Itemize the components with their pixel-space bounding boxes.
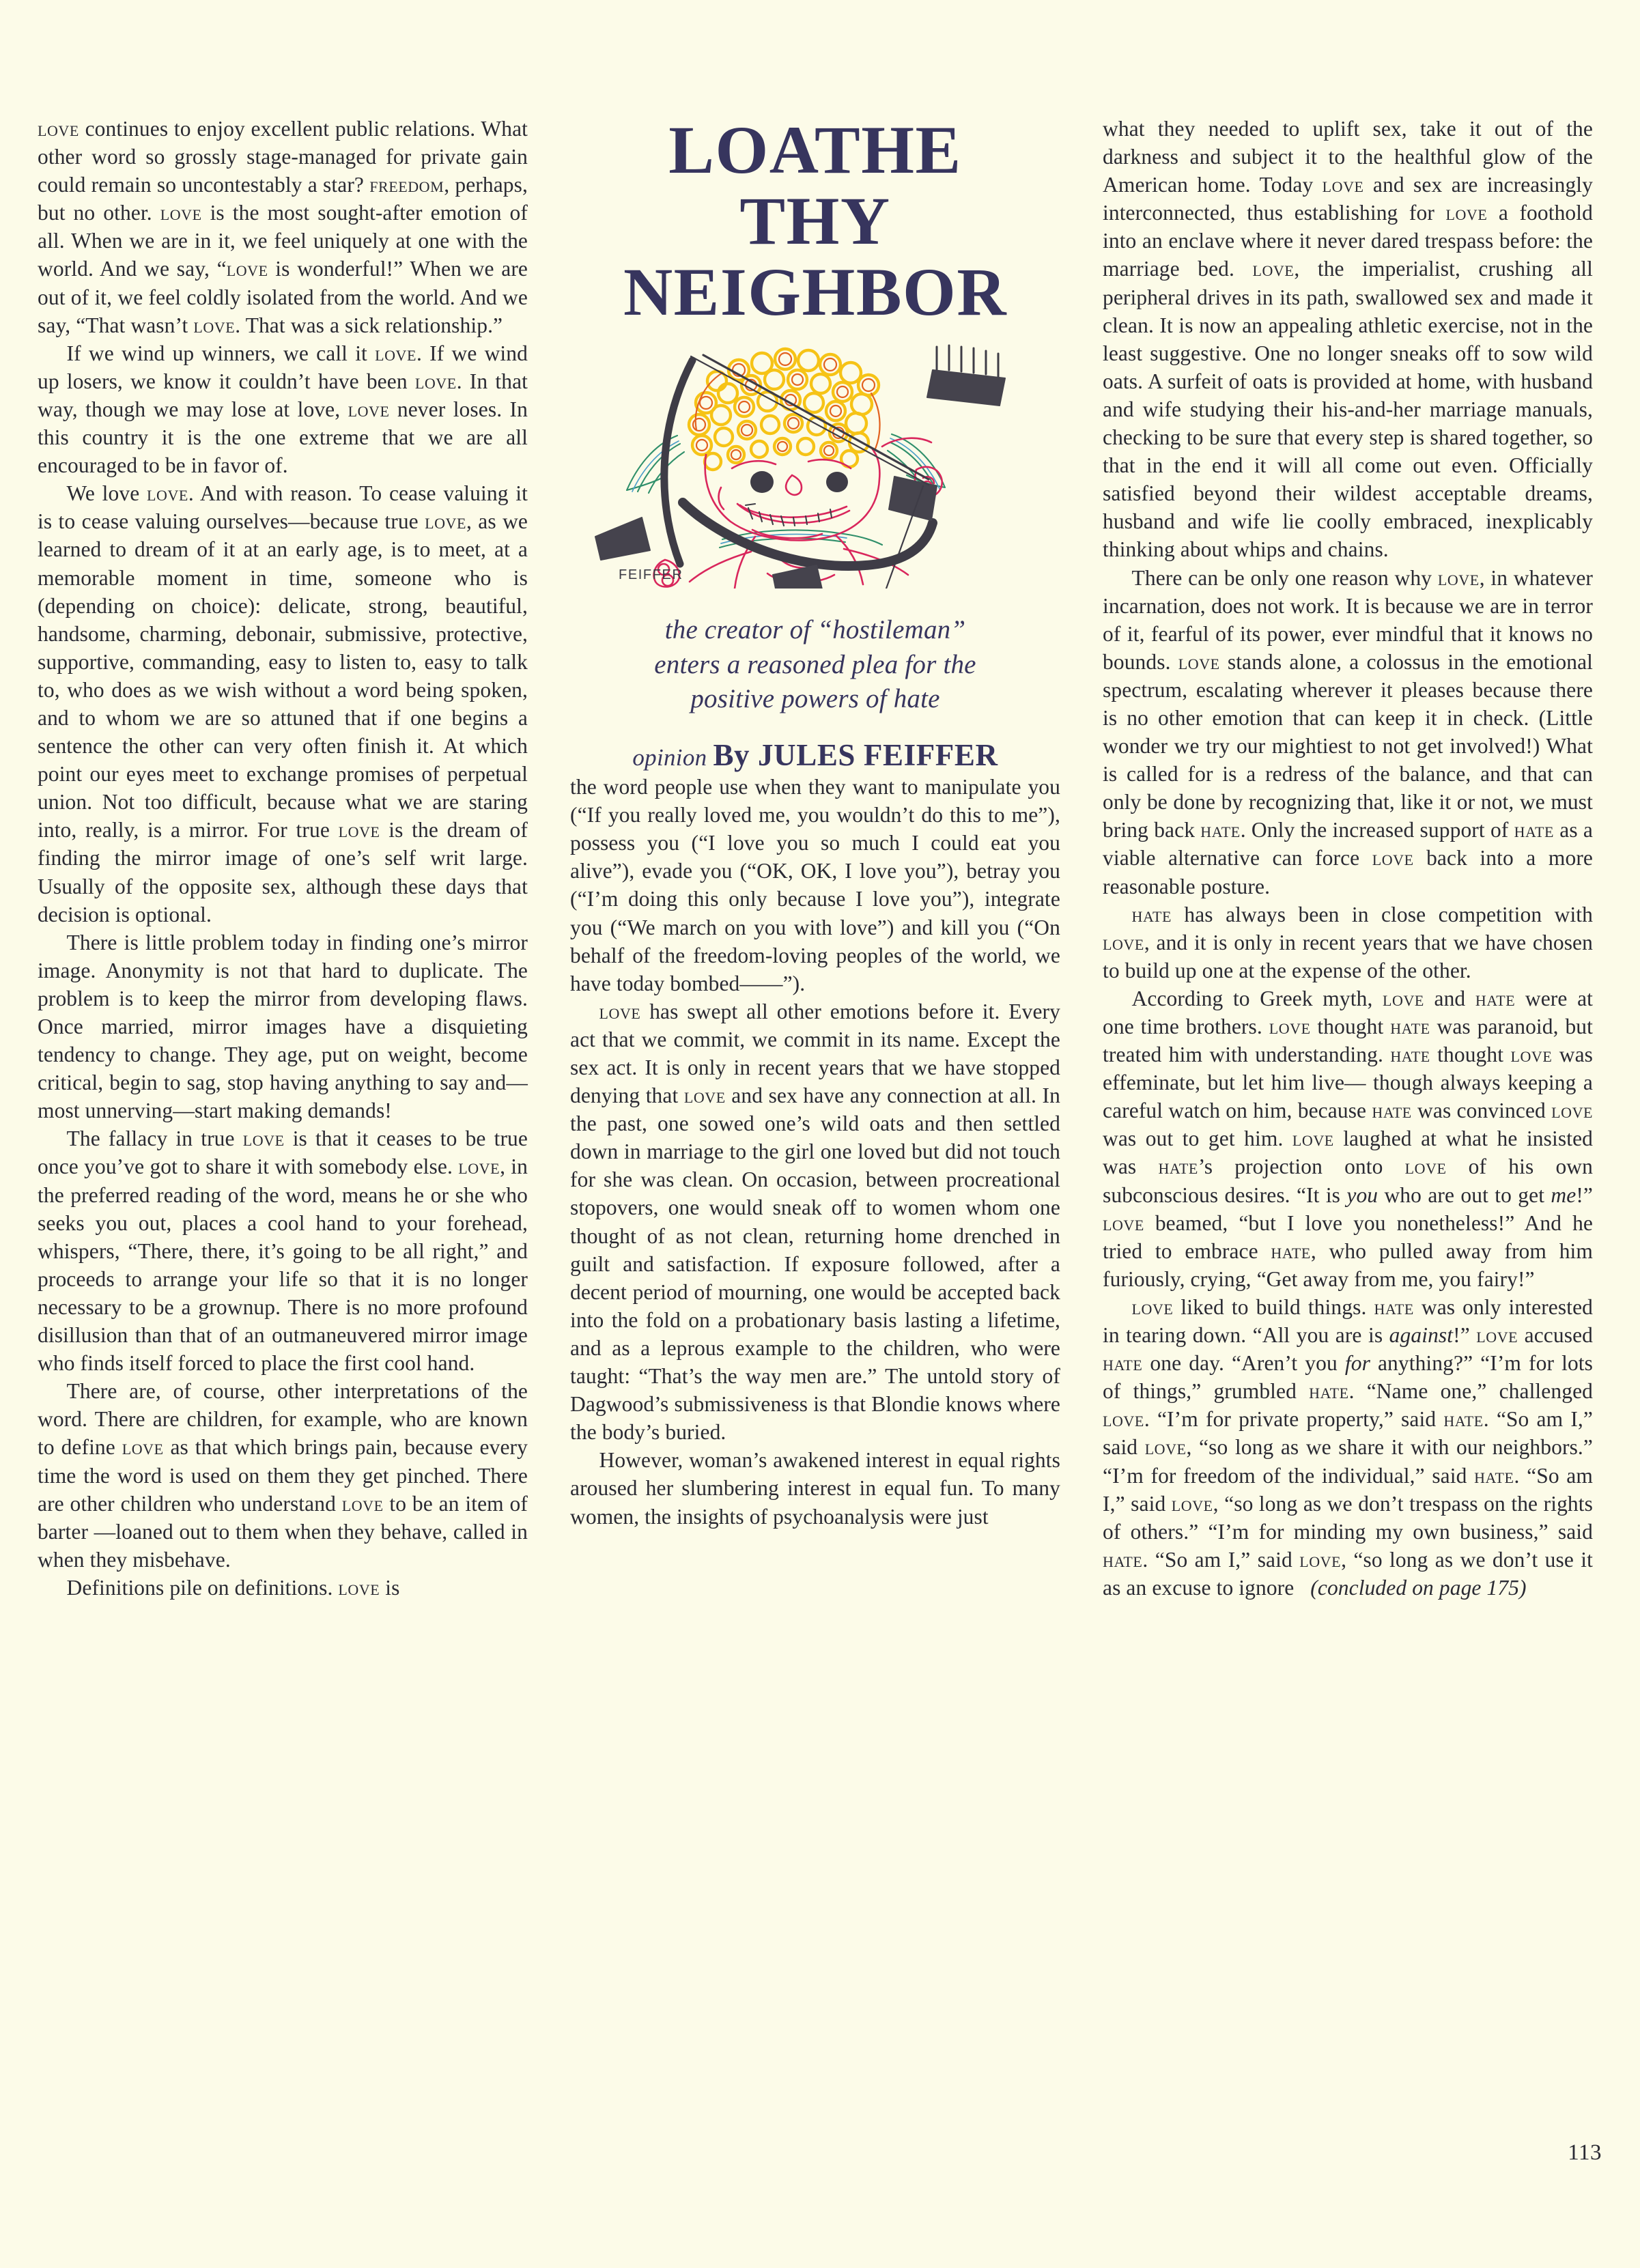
- article-columns: [38, 112, 1601, 1602]
- paragraph: If we wind up winners, we call it love. If we wind up losers, we know it couldn’t have been love. In that way, though we may lose at love, love never loses. In this country it is the one extreme that we are all encouraged to be in favor of.: [38, 341, 528, 478]
- paragraph: Definitions pile on definitions. love is: [66, 1575, 400, 1600]
- article-illustration: [576, 335, 1054, 589]
- jump-note: (concluded on page 175): [1310, 1575, 1527, 1600]
- headline-line-1: LOATHE: [668, 112, 962, 188]
- byline-kicker: opinion: [632, 744, 707, 771]
- paragraph: The fallacy in true love is that it ceases to be true once you’ve got to share it with somebody else. love, in the preferred reading of the word, means he or she who seeks you out, places a cool hand to your forehead, whispers, “There, there, it’s going to be all right,” and proceeds to arrange your life so that it is no longer necessary to be a grownup. There is no more profound disillusion than that of an outmaneuvered mirror image who finds itself forced to place the first cool hand.: [38, 1126, 528, 1376]
- byline-author: By JULES FEIFFER: [713, 738, 998, 773]
- headline-line-2: THY: [739, 183, 891, 259]
- page-title: [570, 112, 1060, 330]
- paragraph: There are, of course, other interpretations of the word. There are children, for example, who are known to define love as that which brings pain, because every time the word is used on them they get pinched. There are other children who understand love to be an item of barter —loaned out to them when they behave, called in when they misbehave.: [38, 1379, 528, 1572]
- paragraph: love has swept all other emotions before it. Every act that we commit, we commit in its name. Except the sex act. It is only in recent years that we have stopped denying that love and sex have any connection at all. In the past, one sowed one’s wild oats and then settled down in marriage to the girl one loved but did not touch for she was clean. On occasion, between procreational stopovers, one would sneak off to women whom one thought of as not clean, returning home drenched in guilt and satisfaction. If exposure followed, after a decent period of mourning, one would be accepted back into the fold on a probationary basis lasting a lifetime, and as a leprous example to the children, who were taught: “That’s the way men are.” The untold story of Dagwood’s submissiveness is that Blondie knows where the body’s buried.: [570, 999, 1060, 1445]
- paragraph: the word people use when they want to manipulate you (“If you really loved me, you wouldn’t do this to me”), possess you (“I love you so much I could eat you alive”), evade you (“OK, OK, I love you”), betray you (“I’m doing this only because I love you”), integrate you (“We march on you with love”) and kill you (“On behalf of the freedom-loving peoples of the world, we have today bombed——”).: [570, 775, 1060, 995]
- illustration-signature: FEIFFER: [619, 567, 683, 582]
- paragraph: There can be only one reason why love, in whatever incarnation, does not work. It is because we are in terror of it, fearful of its power, ever mindful that it knows no bounds. love stands alone, a colossus in the emotional spectrum, escalating wherever it pleases because there is no other emotion that can keep it in check. (Little wonder we try our mightiest to not get involved!) What is called for is a redress of the balance, and that can only be done by recognizing that, like it or not, we must bring back hate. Only the increased support of hate as a viable alternative can force love back into a more reasonable posture.: [1103, 565, 1594, 898]
- column-right: [1103, 115, 1593, 1602]
- paragraph: what they needed to uplift sex, take it out of the darkness and subject it to the healthful glow of the American home. Today love and sex are increasingly interconnected, thus establishing for love a foothold into an enclave where it never dared trespass before: the marriage bed. love, the imperialist, crushing all peripheral drives in its path, swallowed sex and made it clean. It is now an appealing athletic exercise, not in the least suggestive. One no longer sneaks off to sow wild oats. A surfeit of oats is provided at home, with husband and wife studying their his-and-her marriage manuals, checking to be sure that every step is shared together, so that in the end it will all come out even. Officially satisfied beyond their wildest acceptable dreams, husband and wife lie coolly embraced, inexplicably thinking about whips and chains.: [1103, 117, 1593, 562]
- paragraph: There is little problem today in finding one’s mirror image. Anonymity is not that hard to duplicate. The problem is to keep the mirror from developing flaws. Once married, mirror images have a disquieting tendency to change. They age, put on weight, become critical, begin to sag, stop having anything to say and—most unnerving—start making demands!: [38, 930, 528, 1123]
- feature-header: [570, 112, 1060, 330]
- paragraph: According to Greek myth, love and hate were at one time brothers. love thought hate was paranoid, but treated him with understanding. hate thought love was effeminate, but let him live— though always keeping a careful watch on him, because hate was convinced love was out to get him. love laughed at what he insisted was hate’s projection onto love of his own subconscious desires. “It is you who are out to get me!” love beamed, “but I love you nonetheless!” And he tried to embrace hate, who pulled away from him furiously, crying, “Get away from me, you fairy!”: [1103, 986, 1594, 1291]
- headline-line-3: NEIGHBOR: [623, 254, 1008, 330]
- column-center: [570, 112, 1060, 1602]
- byline: [570, 737, 1060, 773]
- paragraph: love liked to build things. hate was only interested in tearing down. “All you are is against!” love accused hate one day. “Aren’t you for anything?” “I’m for lots of things,” grumbled hate. “Name one,” challenged love. “I’m for private property,” said hate. “So am I,” said love, “so long as we share it with our neighbors.” “I’m for freedom of the individual,” said hate. “So am I,” said love, “so long as we don’t trespass on the rights of others.” “I’m for minding my own business,” said hate. “So am I,” said love, “so long as we don’t use it as an excuse to ignore (concluded on page 175): [1103, 1294, 1594, 1600]
- page-number: 113: [1568, 2140, 1602, 2165]
- paragraph: hate has always been in close competition with love, and it is only in recent years that we have chosen to build up one at the expense of the other.: [1103, 902, 1593, 982]
- deck-line-1: the creator of “hostileman”: [664, 615, 966, 644]
- column-left: [38, 115, 528, 1602]
- deck-line-3: positive powers of hate: [690, 684, 940, 714]
- paragraph: love continues to enjoy excellent public relations. What other word so grossly stage-managed for private gain could remain so uncontestably a star? freedom, perhaps, but no other. love is the most sought-after emotion of all. When we are in it, we feel uniquely at one with the world. And we say, “love is wonderful!” When we are out of it, we feel coldly isolated from the world. And we say, “That wasn’t love. That was a sick relationship.”: [38, 117, 528, 337]
- deck-line-2: enters a reasoned plea for the: [654, 649, 976, 679]
- article-deck: [573, 613, 1058, 717]
- paragraph: However, woman’s awakened interest in equal rights aroused her slumbering interest in equal fun. To many women, the insights of psychoanalysis were just: [570, 1448, 1060, 1529]
- paragraph: We love love. And with reason. To cease valuing it is to cease valuing ourselves—because true love, as we learned to dream of it at an early age, is to meet, at a memorable moment in time, someone who is (depending on choice): delicate, strong, beautiful, handsome, charming, debonair, submissive, protective, supportive, commanding, easy to listen to, easy to talk to, who does as we wish without a word being spoken, and to whom we are so attuned that if one begins a sentence the other can very often finish it. At which point our eyes meet to exchange promises of perpetual union. Not too difficult, because what we are staring into, really, is a mirror. For true love is the dream of finding the mirror image of one’s self writ large. Usually of the opposite sex, although these days that decision is optional.: [38, 481, 528, 926]
- angry-cupid-illustration: [576, 335, 1054, 589]
